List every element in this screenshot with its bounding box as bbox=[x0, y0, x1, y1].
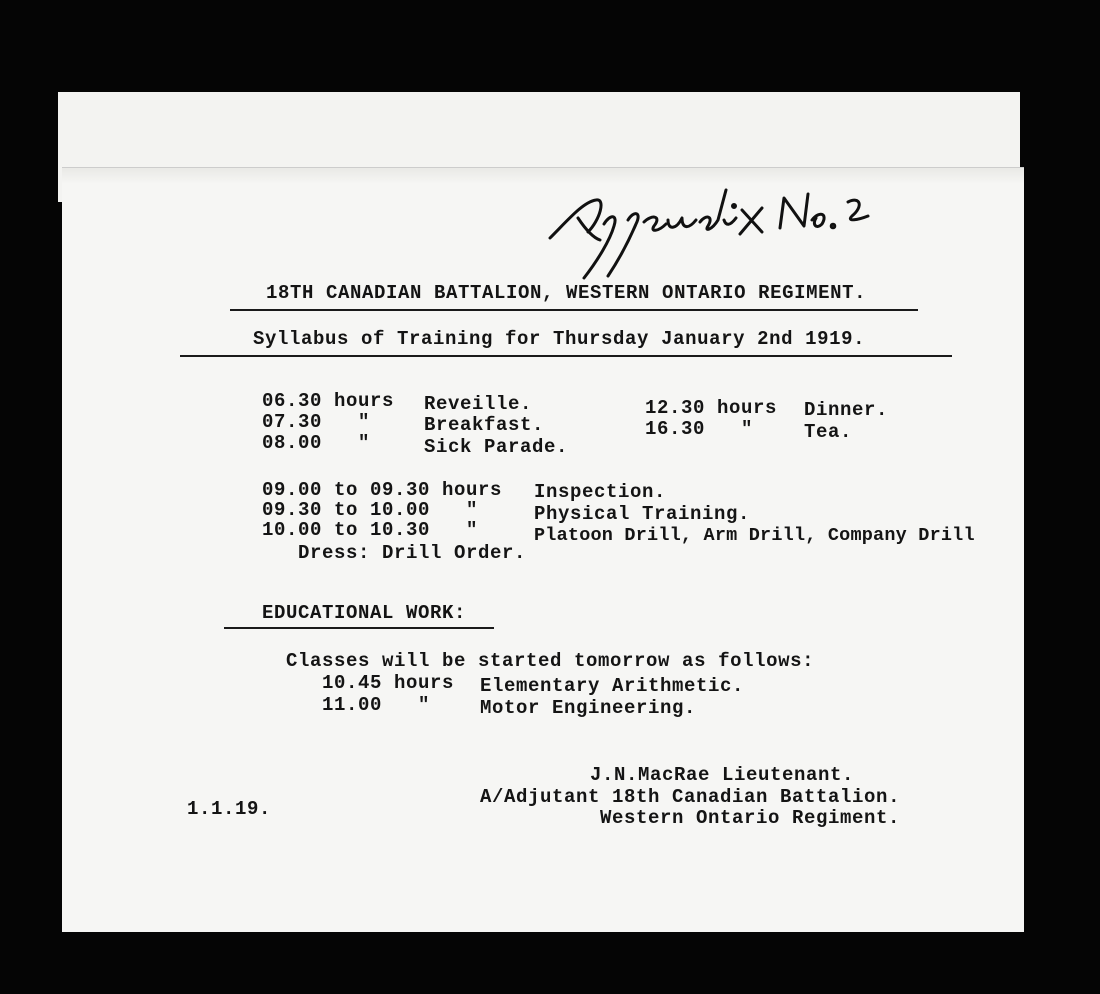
meal-time: 16.30 " bbox=[645, 418, 754, 440]
meal-event: Tea. bbox=[804, 421, 853, 443]
training-activity: Physical Training. bbox=[534, 503, 751, 525]
schedule-time: 07.30 " bbox=[262, 411, 371, 433]
training-activity: Inspection. bbox=[534, 481, 667, 503]
training-time: 09.00 to 09.30 hours bbox=[262, 479, 503, 501]
classes-intro: Classes will be started tomorrow as follows: bbox=[286, 650, 815, 672]
class-time: 11.00 " bbox=[322, 694, 431, 716]
training-time: 10.00 to 10.30 " bbox=[262, 519, 479, 541]
training-time: 09.30 to 10.00 " bbox=[262, 499, 479, 521]
meal-time: 12.30 hours bbox=[645, 397, 778, 419]
schedule-event: Reveille. bbox=[424, 393, 533, 415]
class-subject: Motor Engineering. bbox=[480, 697, 697, 719]
battalion-title: 18TH CANADIAN BATTALION, WESTERN ONTARIO REGIMENT. bbox=[266, 282, 867, 304]
schedule-event: Breakfast. bbox=[424, 414, 545, 436]
document-date: 1.1.19. bbox=[187, 798, 272, 820]
signature-name: J.N.MacRae Lieutenant. bbox=[590, 764, 855, 786]
syllabus-title: Syllabus of Training for Thursday January 2nd 1919. bbox=[253, 328, 866, 350]
meal-event: Dinner. bbox=[804, 399, 889, 421]
handwritten-annotation bbox=[548, 180, 878, 290]
educational-heading-underline bbox=[224, 627, 494, 629]
syllabus-title-underline bbox=[180, 355, 952, 357]
class-subject: Elementary Arithmetic. bbox=[480, 675, 745, 697]
schedule-time: 06.30 hours bbox=[262, 390, 395, 412]
educational-heading: EDUCATIONAL WORK: bbox=[262, 602, 467, 624]
class-time: 10.45 hours bbox=[322, 672, 455, 694]
schedule-time: 08.00 " bbox=[262, 432, 371, 454]
signature-position: A/Adjutant 18th Canadian Battalion. bbox=[480, 786, 901, 808]
battalion-title-underline bbox=[230, 309, 918, 311]
dress-order: Dress: Drill Order. bbox=[298, 542, 527, 564]
training-activity: Platoon Drill, Arm Drill, Company Drill bbox=[534, 525, 975, 546]
schedule-event: Sick Parade. bbox=[424, 436, 569, 458]
signature-unit: Western Ontario Regiment. bbox=[600, 807, 901, 829]
